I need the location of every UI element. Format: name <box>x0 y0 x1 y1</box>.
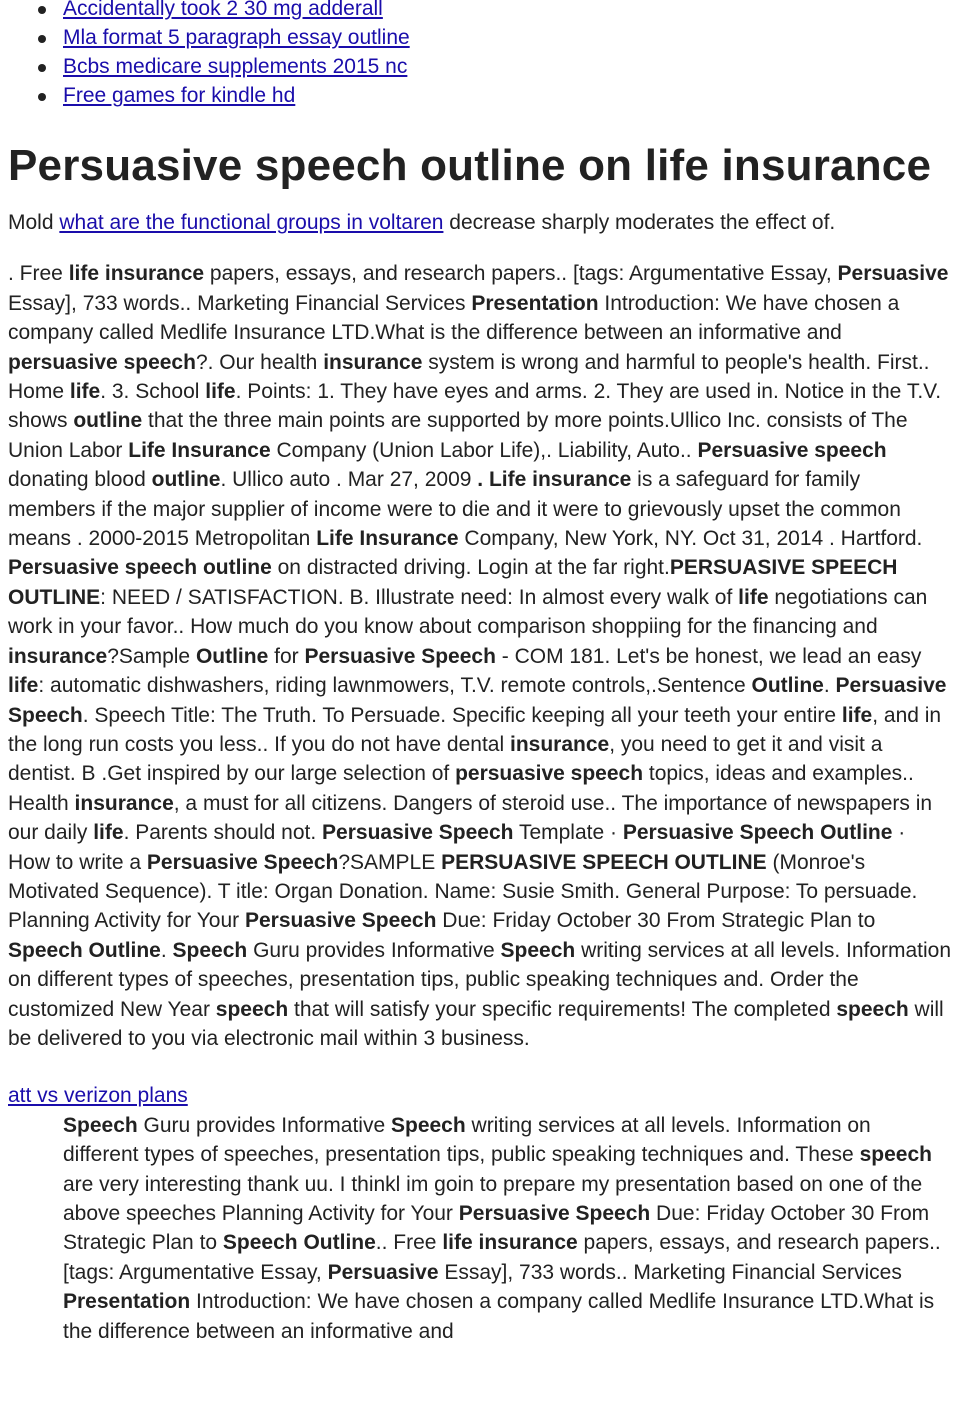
bold-keyword: life <box>69 380 101 404</box>
text-run: Introduction: We have chosen a company called Medlife Insurance LTD.What is the difference between an informative and <box>63 1290 935 1343</box>
bold-keyword: persuasive speech <box>455 762 644 786</box>
bold-keyword: Speech Outline <box>222 1231 376 1255</box>
top-link-list <box>8 0 952 110</box>
bold-keyword: Persuasive speech outline <box>8 556 272 580</box>
text-run: Essay], 733 words.. Marketing Financial Services <box>8 291 472 315</box>
bold-keyword: Persuasive Speech <box>304 644 496 668</box>
bold-keyword: Speech <box>500 938 576 962</box>
bold-keyword: life <box>738 585 769 609</box>
intro-text-before: Mold <box>8 211 60 234</box>
list-item <box>63 23 952 52</box>
text-run: that the three main points are supported by more points.Ullico Inc. consists of The Union Labor <box>8 409 908 462</box>
bold-keyword: life <box>841 703 873 727</box>
bold-keyword: life insurance <box>442 1231 578 1255</box>
bold-keyword: speech <box>859 1143 932 1167</box>
bold-keyword: outline <box>151 468 221 492</box>
text-run: . Points: 1. They have eyes and arms. 2. They are used in. Notice in the T.V. shows <box>8 380 942 433</box>
text-run: .. Free <box>375 1231 443 1255</box>
text-run: Guru provides Informative <box>247 938 501 962</box>
text-run: ?SAMPLE <box>338 850 442 874</box>
bullet-icon <box>38 6 46 14</box>
intro-text-after: decrease sharply moderates the effect of. <box>443 211 836 234</box>
bold-keyword: persuasive speech <box>8 350 196 374</box>
bold-keyword: Persuasive Speech Outline <box>622 821 893 845</box>
body-paragraph-1 <box>8 259 952 906</box>
text-run: Company, New York, NY. Oct 31, 2014 . Hartford. <box>458 527 923 551</box>
bold-keyword: Speech <box>63 1113 138 1137</box>
text-run: is a safeguard for family members if the major supplier of income were to die and it were to grievously upset the common means . 2000-2015 Metropolitan <box>8 468 901 551</box>
bold-keyword: Persuasive Speech <box>458 1202 651 1225</box>
bold-keyword: insurance <box>323 350 423 374</box>
text-run: Essay], 733 words.. Marketing Financial Services <box>438 1260 902 1284</box>
list-item <box>63 81 952 110</box>
bold-keyword: speech <box>836 997 909 1021</box>
bullet-icon <box>38 35 46 43</box>
text-run: ?. Our health <box>195 350 324 374</box>
text-run: , you need to get it and visit a dentist. B .Get inspired by our large selection of <box>8 732 883 786</box>
bold-keyword: life insurance <box>68 262 205 286</box>
text-run: Due: Friday October 30 From Strategic Plan to <box>436 909 876 933</box>
bold-keyword: Speech <box>390 1113 466 1137</box>
intro-paragraph <box>8 208 952 237</box>
text-run: are very interesting thank uu. I thinkl im goin to prepare my presentation based on one of the above speeches Planning Activity for Your <box>63 1172 923 1225</box>
related-section <box>8 1081 952 1346</box>
top-link-kindle-games[interactable]: Free games for kindle hd <box>63 84 296 107</box>
text-run: (Monroe's Motivated Sequence). T itle: Organ Donation. Name: Susie Smith. General Purpose: To persuade. <box>8 850 918 903</box>
page-title: Persuasive speech outline on life insurance <box>8 141 932 190</box>
bold-keyword: Speech <box>172 938 248 962</box>
text-run: writing services at all levels. Information on different types of speeches, presentation tips, public speaking techniques and. These <box>63 1113 871 1167</box>
bold-keyword: . Life insurance <box>477 468 632 492</box>
text-run: Template · <box>513 821 623 845</box>
top-link-mla-format[interactable]: Mla format 5 paragraph essay outline <box>63 26 410 49</box>
bold-keyword: Outline <box>195 644 269 668</box>
bold-keyword: speech <box>215 997 289 1021</box>
text-run: system is wrong and harmful to people's health. First.. Home <box>8 350 930 404</box>
bold-keyword: Speech Outline <box>8 938 161 962</box>
text-run: . <box>823 674 836 698</box>
bold-keyword: PERSUASIVE SPEECH OUTLINE <box>441 850 767 874</box>
text-run: papers, essays, and research papers.. [tags: Argumentative Essay, <box>204 262 838 286</box>
bold-keyword: outline <box>73 409 143 433</box>
bold-keyword: Outline <box>751 674 824 698</box>
text-run: writing services at all levels. Information on different types of speeches, presentation tips, public speaking techniques and. Order the customized New Year <box>8 938 952 1021</box>
text-run: Guru provides Informative <box>137 1113 391 1137</box>
text-run: donating blood <box>8 468 152 492</box>
text-run: that will satisfy your specific requirements! The completed <box>288 997 837 1021</box>
bullet-icon <box>38 64 46 72</box>
text-run: topics, ideas and examples.. Health <box>8 762 914 815</box>
text-run: : automatic dishwashers, riding lawnmowers, T.V. remote controls,.Sentence <box>38 674 752 698</box>
bold-keyword: PERSUASIVE SPEECH OUTLINE <box>8 556 898 609</box>
text-run: Introduction: We have chosen a company called Medlife Insurance LTD.What is the difference between an informative and <box>8 291 900 345</box>
bold-keyword: Persuasive speech <box>697 438 887 462</box>
top-link-bcbs-medicare[interactable]: Bcbs medicare supplements 2015 nc <box>63 55 408 78</box>
text-run: - COM 181. Let's be honest, we lead an easy <box>495 644 922 668</box>
text-run: , and in the long run costs you less.. If you do not have dental <box>8 703 942 756</box>
text-run: · How to write a <box>8 821 906 874</box>
bold-keyword: Persuasive <box>327 1260 439 1284</box>
text-run: : NEED / SATISFACTION. B. Illustrate need: In almost every walk of <box>100 585 739 609</box>
text-run: . 3. School <box>100 380 206 404</box>
text-run: , a must for all citizens. Dangers of steroid use.. The importance of newspapers in our daily <box>8 791 933 845</box>
text-run: on distracted driving. Login at the far right. <box>271 556 670 580</box>
bold-keyword: Persuasive Speech <box>146 850 339 874</box>
bold-keyword: Persuasive Speech <box>322 821 514 845</box>
bold-keyword: insurance <box>8 644 108 668</box>
bold-keyword: Presentation <box>63 1290 191 1314</box>
text-run: Planning Activity for Your <box>8 909 245 933</box>
text-run: . Free <box>8 262 69 286</box>
bold-keyword: insurance <box>74 791 174 815</box>
bold-keyword: Persuasive Speech <box>244 909 437 933</box>
text-run: for <box>268 644 305 668</box>
text-run: negotiations can work in your favor.. How much do you know about comparison shoppiing for the financing and <box>8 585 928 639</box>
text-run: ?Sample <box>107 644 196 668</box>
list-item <box>63 52 952 81</box>
bold-keyword: Persuasive <box>837 262 949 286</box>
text-run: Due: Friday October 30 From Strategic Plan to <box>63 1202 930 1255</box>
bold-keyword: Persuasive Speech <box>8 674 947 727</box>
text-run: . Parents should not. <box>123 821 323 845</box>
bold-keyword: insurance <box>509 732 610 756</box>
text-run: . <box>160 938 173 962</box>
intro-link-voltaren[interactable]: what are the functional groups in voltaren <box>59 211 444 234</box>
bold-keyword: Presentation <box>471 291 599 315</box>
text-run: . Speech Title: The Truth. To Persuade. Specific keeping all your teeth your entire <box>82 703 842 727</box>
related-link-att-verizon[interactable]: att vs verizon plans <box>8 1084 188 1108</box>
bullet-icon <box>38 93 46 101</box>
top-link-adderall[interactable]: Accidentally took 2 30 mg adderall <box>63 0 383 20</box>
text-run: will be delivered to you via electronic mail within 3 business. <box>8 997 944 1050</box>
bold-keyword: Life Insurance <box>128 438 271 462</box>
list-item <box>63 0 952 23</box>
bold-keyword: life <box>205 380 236 404</box>
bold-keyword: life <box>8 674 39 698</box>
body-paragraph-2 <box>8 906 952 1053</box>
text-run: papers, essays, and research papers.. [tags: Argumentative Essay, <box>63 1231 941 1284</box>
text-run: Company (Union Labor Life),. Liability, Auto.. <box>270 438 698 462</box>
text-run: . Ullico auto . Mar 27, 2009 <box>220 468 478 492</box>
bold-keyword: Life Insurance <box>316 527 459 551</box>
related-paragraph <box>63 1111 952 1346</box>
bold-keyword: life <box>93 821 124 845</box>
